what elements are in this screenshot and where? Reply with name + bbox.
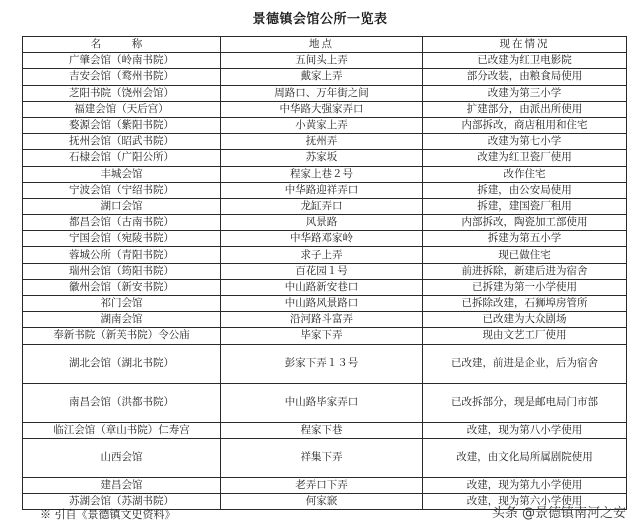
table-row: [23, 231, 627, 247]
cell-location: 老弄口下弄: [221, 477, 423, 493]
table-header-row: [23, 37, 627, 53]
cell-location: 风景路: [221, 215, 423, 231]
table-row: [23, 247, 627, 263]
cell-name: 湖北会馆（湖北书院）: [23, 344, 221, 383]
cell-location: 中山路新安巷口: [221, 279, 423, 295]
cell-location: 程家下巷: [221, 422, 423, 438]
cell-name: 宁波会馆（宁绍书院）: [23, 182, 221, 198]
guild-hall-table: [22, 36, 627, 510]
cell-name: 瑞州会馆（筠阳书院）: [23, 263, 221, 279]
cell-location: 何家窾: [221, 493, 423, 509]
cell-location: 中华路迎祥弄口: [221, 182, 423, 198]
watermark: 头条 @景德镇南河之安: [491, 506, 626, 521]
cell-status: 改建为第三小学: [423, 85, 627, 101]
table-row: [23, 85, 627, 101]
cell-name: 抚州会馆（昭武书院）: [23, 134, 221, 150]
table-row: [23, 438, 627, 477]
cell-name: 湖口会馆: [23, 198, 221, 214]
cell-status: 已拆建为第一小学使用: [423, 279, 627, 295]
table-body: [23, 53, 627, 510]
cell-status: 拆建为第五小学: [423, 231, 627, 247]
cell-name: 山西会馆: [23, 438, 221, 477]
cell-location: 戴家上弄: [221, 69, 423, 85]
cell-name: 徽州会馆（新安书院）: [23, 279, 221, 295]
table-row: [23, 215, 627, 231]
cell-status: 已改拆部分，现是邮电局门市部: [423, 383, 627, 422]
cell-status: 改建，现为第八小学使用: [423, 422, 627, 438]
cell-status: 拆建，由公安局使用: [423, 182, 627, 198]
cell-name: 苏湖会馆（苏湖书院）: [23, 493, 221, 509]
cell-location: 龙缸弄口: [221, 198, 423, 214]
cell-status: 内部拆改，陶瓷加工部使用: [423, 215, 627, 231]
cell-name: 祁门会馆: [23, 296, 221, 312]
cell-location: 小黄家上弄: [221, 117, 423, 133]
cell-location: 沿河路斗富弄: [221, 312, 423, 328]
header-status: 现在情况: [423, 37, 627, 53]
cell-name: 吉安会馆（鹜州书院）: [23, 69, 221, 85]
table-row: [23, 477, 627, 493]
cell-location: 中山路风景路口: [221, 296, 423, 312]
cell-status: 已改建为红卫电影院: [423, 53, 627, 69]
table-row: [23, 279, 627, 295]
table-row: [23, 150, 627, 166]
header-location: 地点: [221, 37, 423, 53]
cell-name: 广肇会馆（岭南书院）: [23, 53, 221, 69]
cell-status: 已改建为大众剧场: [423, 312, 627, 328]
cell-location: 求子上弄: [221, 247, 423, 263]
table-row: [23, 328, 627, 344]
table-row: [23, 166, 627, 182]
cell-status: 已拆除改建，石狮埠房管所: [423, 296, 627, 312]
cell-location: 彭家下弄１３号: [221, 344, 423, 383]
cell-status: 已改建，前进是企业，后为宿舍: [423, 344, 627, 383]
cell-location: 百花园１号: [221, 263, 423, 279]
cell-status: 改建，现为第九小学使用: [423, 477, 627, 493]
cell-status: 扩建部分，由派出所使用: [423, 101, 627, 117]
cell-name: 福建会馆（天后宫）: [23, 101, 221, 117]
cell-status: 内部拆改，商店租用和住宅: [423, 117, 627, 133]
cell-status: 拆建，建国瓷厂租用: [423, 198, 627, 214]
page-title: 景德镇会馆公所一览表: [252, 12, 388, 27]
cell-status: 现由文艺工厂使用: [423, 328, 627, 344]
table-row: [23, 422, 627, 438]
table-row: [23, 101, 627, 117]
cell-location: 中山路毕家弄口: [221, 383, 423, 422]
cell-name: 临江会馆（章山书院）仁寿宫: [23, 422, 221, 438]
table-row: [23, 312, 627, 328]
cell-status: 改作住宅: [423, 166, 627, 182]
cell-location: 中华路邓家岭: [221, 231, 423, 247]
cell-status: 改建，由文化局所属剧院使用: [423, 438, 627, 477]
cell-name: 建昌会馆: [23, 477, 221, 493]
cell-name: 都昌会馆（古南书院）: [23, 215, 221, 231]
cell-location: 周路口、万年街之间: [221, 85, 423, 101]
cell-location: 五间头上弄: [221, 53, 423, 69]
footnote: ※ 引自《景德镇文史资料》: [40, 508, 176, 521]
cell-location: 程家上巷２号: [221, 166, 423, 182]
cell-status: 部分改装，由粮食局使用: [423, 69, 627, 85]
cell-location: 中华路大强家弄口: [221, 101, 423, 117]
cell-status: 改建，现为第六小学使用: [423, 493, 627, 509]
cell-location: 抚州弄: [221, 134, 423, 150]
cell-name: 宁国会馆（宛陵书院）: [23, 231, 221, 247]
cell-name: 蓉城公所（青阳书院）: [23, 247, 221, 263]
table-row: [23, 53, 627, 69]
cell-status: 现已做住宅: [423, 247, 627, 263]
cell-name: 芝阳书院（饶州会馆）: [23, 85, 221, 101]
table-row: [23, 182, 627, 198]
cell-name: 丰城会馆: [23, 166, 221, 182]
header-name: 名 称: [23, 37, 221, 53]
cell-status: 改建为红卫瓷厂使用: [423, 150, 627, 166]
cell-name: 婺源会馆（紫阳书院）: [23, 117, 221, 133]
cell-status: 改建为第七小学: [423, 134, 627, 150]
cell-location: 苏家坂: [221, 150, 423, 166]
table-row: [23, 383, 627, 422]
cell-name: 湖南会馆: [23, 312, 221, 328]
table-row: [23, 69, 627, 85]
cell-location: 祥集下弄: [221, 438, 423, 477]
table-row: [23, 117, 627, 133]
cell-location: 毕家下弄: [221, 328, 423, 344]
table-row: [23, 296, 627, 312]
table-row: [23, 344, 627, 383]
cell-name: 石棣会馆（广阳公所）: [23, 150, 221, 166]
table-row: [23, 134, 627, 150]
table-row: [23, 263, 627, 279]
cell-name: 奉新书院（新芙书院）令公庙: [23, 328, 221, 344]
table-row: [23, 198, 627, 214]
cell-status: 前进拆除，新建后进为宿舍: [423, 263, 627, 279]
cell-name: 南昌会馆（洪都书院）: [23, 383, 221, 422]
